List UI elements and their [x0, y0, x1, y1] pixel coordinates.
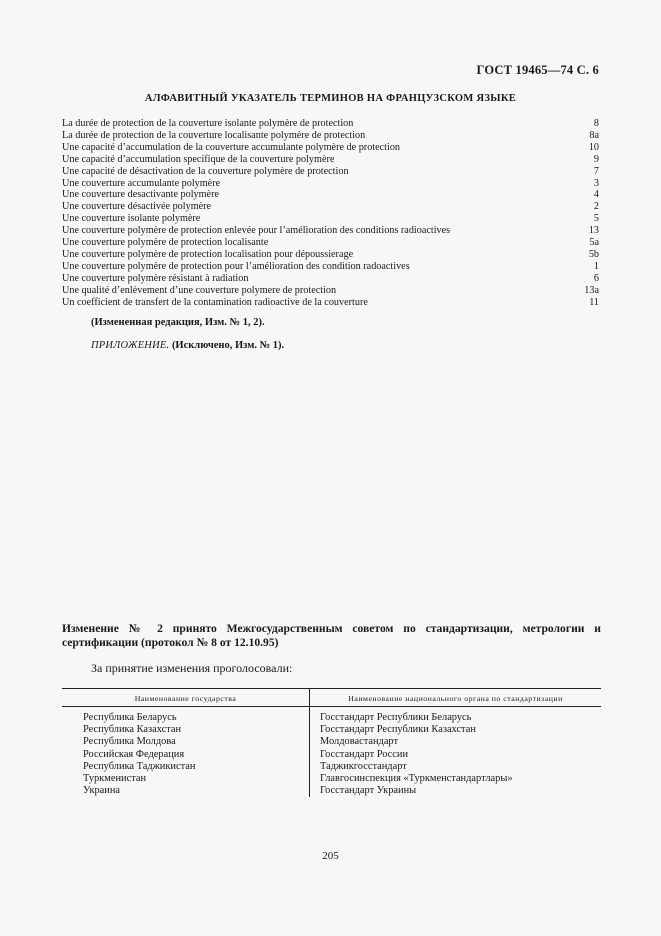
term-ref: 5b [588, 248, 599, 260]
term-row [62, 166, 599, 178]
term-text: Une capacité d’accumulation de la couverture accumulante polymère de protection [62, 141, 401, 153]
page-header: ГОСТ 19465—74 С. 6 [476, 63, 599, 77]
term-ref: 7 [593, 165, 599, 177]
term-text: Une couverture isolante polymère [62, 213, 201, 225]
term-ref: 5 [593, 213, 599, 225]
term-ref: 10 [588, 141, 599, 153]
state-cell: Республика Казахстан [62, 724, 310, 736]
voted-label: За принятие изменения проголосовали: [91, 661, 293, 675]
term-row [62, 130, 599, 142]
body-cell: Молдовастандарт [320, 736, 399, 748]
body-cell: Госстандарт Республики Казахстан [320, 724, 476, 736]
term-ref: 3 [593, 177, 599, 189]
term-row [62, 142, 599, 154]
term-row [62, 249, 599, 261]
table-row [62, 785, 601, 797]
term-ref: 4 [593, 189, 599, 201]
term-row [62, 237, 599, 249]
appendix-note [91, 340, 284, 351]
column-header-body: Наименование национального органа по стандартизации [310, 689, 602, 707]
term-row [62, 189, 599, 201]
body-cell: Главгосинспекция «Туркменстандартлары» [320, 773, 513, 785]
term-text: Une couverture désactivée polymère [62, 201, 212, 213]
term-text: Une couverture polymère de protection enlevée pour l’amélioration des conditions radioactives [62, 225, 451, 237]
term-ref: 11 [589, 296, 599, 308]
vote-table [62, 688, 601, 797]
state-cell: Республика Беларусь [62, 707, 310, 725]
table-row [62, 761, 601, 773]
term-row [62, 261, 599, 273]
term-row [62, 225, 599, 237]
body-cell: Госстандарт Украины [320, 785, 417, 797]
term-row [62, 201, 599, 213]
term-ref: 2 [593, 201, 599, 213]
table-header-row [62, 689, 601, 707]
appendix-status: (Исключено, Изм. № 1). [171, 340, 285, 351]
term-text: Une couverture desactivante polymère [62, 189, 219, 201]
appendix-label: ПРИЛОЖЕНИЕ. [91, 340, 170, 351]
term-row [62, 285, 599, 297]
body-cell: Таджикгосстандарт [320, 760, 407, 772]
term-ref: 8a [589, 129, 599, 141]
term-text: Une couverture accumulante polymère [62, 177, 221, 189]
page-number: 205 [322, 850, 339, 862]
state-cell: Туркменистан [62, 773, 310, 785]
term-row [62, 297, 599, 309]
term-ref: 13 [588, 225, 599, 237]
term-text: Une couverture polymère résistant à radiation [62, 272, 249, 284]
terms-index [62, 118, 599, 309]
revision-note: (Измененная редакция, Изм. № 1, 2). [91, 317, 265, 328]
term-text: Un coefficient de transfert de la contamination radioactive de la couverture [62, 296, 368, 308]
table-row [62, 724, 601, 736]
term-text: Une qualité d’enlèvement d’une couverture polymere de protection [62, 284, 337, 296]
body-cell: Госстандарт России [320, 748, 409, 760]
state-cell: Украина [62, 785, 310, 797]
table-row [62, 707, 601, 725]
term-ref: 1 [593, 260, 599, 272]
term-text: Une couverture polymère de protection localisation pour dépoussierage [62, 248, 354, 260]
term-row [62, 213, 599, 225]
term-row [62, 273, 599, 285]
term-row [62, 118, 599, 130]
table-row [62, 773, 601, 785]
term-text: Une capacité d’accumulation specifique de la couverture polymère [62, 153, 335, 165]
amendment-statement: Изменение № 2 принято Межгосударственным советом по стандартизации, метрологии и сертификации (протокол № 8 от 12.10.95) [62, 622, 601, 649]
term-text: Une couverture polymère de protection localisante [62, 237, 269, 249]
term-text: La durée de protection de la couverture isolante polymère de protection [62, 118, 354, 129]
state-cell: Российская Федерация [62, 749, 310, 761]
term-ref: 13a [584, 284, 599, 296]
term-ref: 6 [593, 272, 599, 284]
term-text: Une capacité de désactivation de la couverture polymère de protection [62, 165, 349, 177]
body-cell: Госстандарт Республики Беларусь [320, 712, 472, 723]
term-row [62, 154, 599, 166]
term-ref: 8 [593, 118, 599, 129]
term-text: Une couverture polymère de protection pour l’amélioration des condition radoactives [62, 260, 410, 272]
column-header-state: Наименование государства [62, 689, 310, 707]
state-cell: Республика Таджикистан [62, 761, 310, 773]
table-row [62, 736, 601, 748]
term-ref: 5a [589, 237, 599, 249]
table-row [62, 749, 601, 761]
term-row [62, 178, 599, 190]
index-title: АЛФАВИТНЫЙ УКАЗАТЕЛЬ ТЕРМИНОВ НА ФРАНЦУЗСКОМ ЯЗЫКЕ [144, 93, 517, 104]
term-text: La durée de protection de la couverture localisante polymère de protection [62, 129, 366, 141]
term-ref: 9 [593, 153, 599, 165]
state-cell: Республика Молдова [62, 736, 310, 748]
